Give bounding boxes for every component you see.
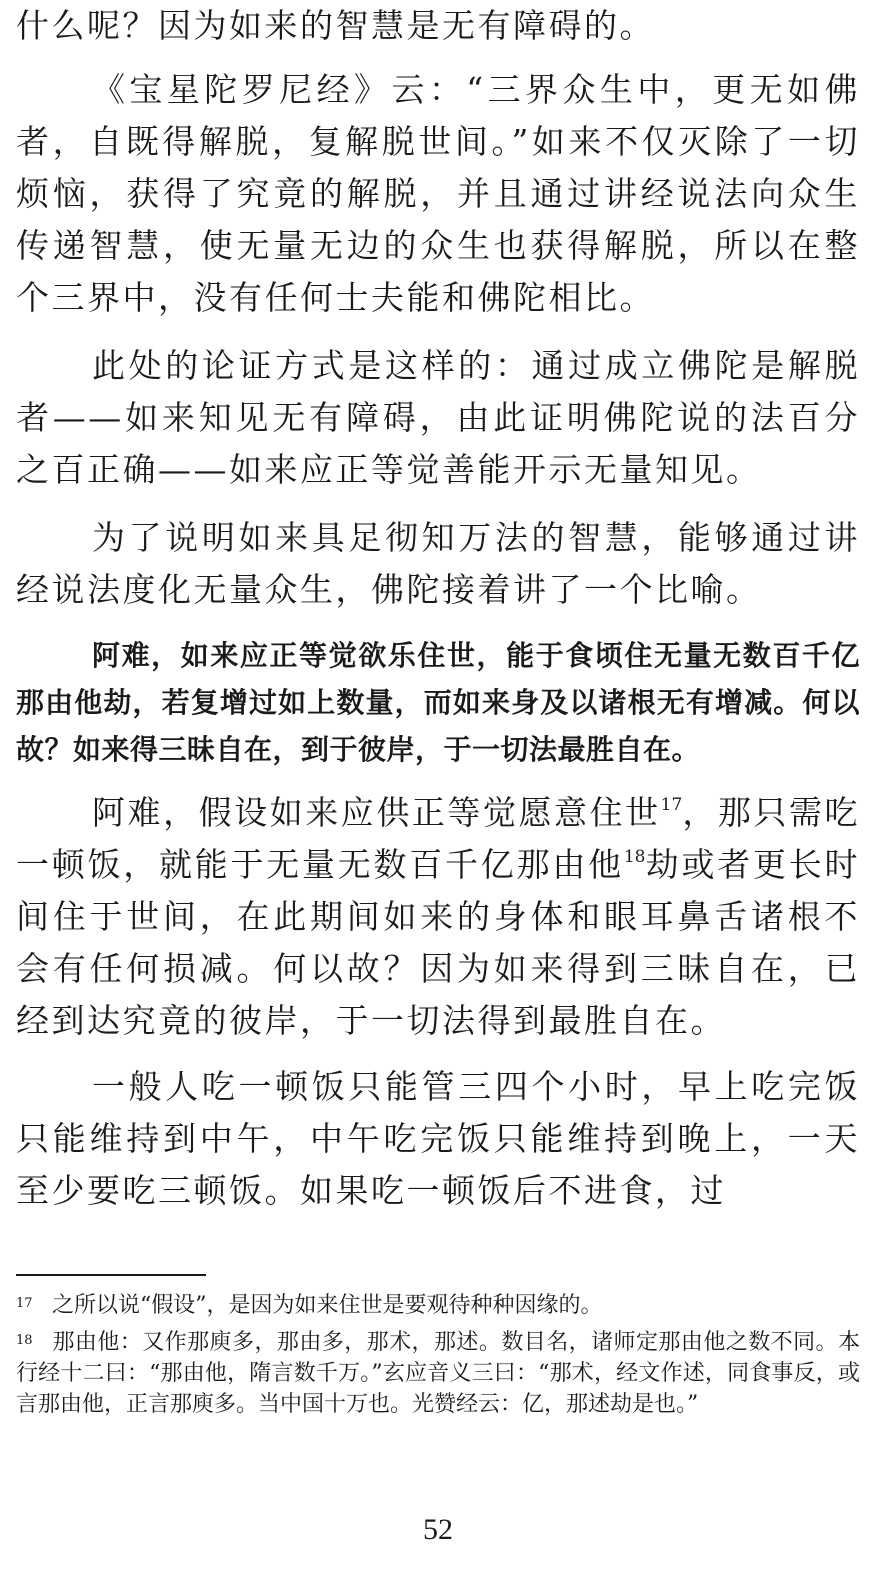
footnotes-section (16, 1290, 860, 1426)
body-paragraph-3: 此处的论证方式是这样的：通过成立佛陀是解脱者——如来知见无有障碍，由此证明佛陀说的法百分之百正确——如来应正等觉善能开示无量知见。 (16, 346, 860, 489)
footnote-number: 17 (16, 1296, 33, 1311)
translation-text-part-2: ，那只需吃一顿饭，就能于无量无数百千亿那由他 (16, 793, 861, 884)
footnote-ref-18[interactable]: 18 (623, 847, 646, 867)
footnote-text: 之所以说“假设”，是因为如来住世是要观待种种因缘的。 (52, 1293, 603, 1318)
footnote-divider (16, 1274, 206, 1276)
body-paragraph-2: 《宝星陀罗尼经》云：“三界众生中，更无如佛者，自既得解脱，复解脱世间。”如来不仅灭除了一切烦恼，获得了究竟的解脱，并且通过讲经说法向众生传递智慧，使无量无边的众生也获得解脱，所以在整个三界中，没有任何士夫能和佛陀相比。 (16, 70, 860, 317)
footnote-18 (16, 1327, 860, 1420)
translation-text-part-1: 阿难，假设如来应供正等觉愿意住世 (92, 793, 661, 832)
translation-paragraph (16, 787, 860, 1047)
footnote-17 (16, 1290, 860, 1321)
footnote-ref-17[interactable]: 17 (660, 795, 683, 815)
footnote-number: 18 (16, 1333, 33, 1348)
body-paragraph-4: 为了说明如来具足彻知万法的智慧，能够通过讲经说法度化无量众生，佛陀接着讲了一个比喻。 (16, 518, 860, 609)
page-number: 52 (423, 1513, 453, 1546)
translation-text-part-3: 劫或者更长时间住于世间，在此期间如来的身体和眼耳鼻舌诸根不会有任何损减。何以故？因为如来得到三昧自在，已经到达究竟的彼岸，于一切法得到最胜自在。 (16, 845, 861, 1040)
sutra-quote-paragraph: 阿难，如来应正等觉欲乐住世，能于食顷住无量无数百千亿那由他劫，若复增过如上数量，而如来身及以诸根无有增减。何以故？如来得三昧自在，到于彼岸，于一切法最胜自在。 (16, 639, 860, 766)
body-paragraph-1: 什么呢？因为如来的智慧是无有障碍的。 (16, 6, 655, 45)
book-page (16, 0, 860, 1588)
body-paragraph-last: 一般人吃一顿饭只能管三四个小时，早上吃完饭只能维持到中午，中午吃完饭只能维持到晚上，一天至少要吃三顿饭。如果吃一顿饭后不进食，过 (16, 1067, 860, 1210)
footnote-text: 那由他：又作那庾多，那由多，那术，那述。数目名，诸师定那由他之数不同。本行经十二曰：“那由他，隋言数千万。”玄应音义三曰：“那术，经文作述，同食事反，或言那由他，正言那庾多。当中国十万也。光赞经云：亿，那述劫是也。” (16, 1330, 860, 1417)
